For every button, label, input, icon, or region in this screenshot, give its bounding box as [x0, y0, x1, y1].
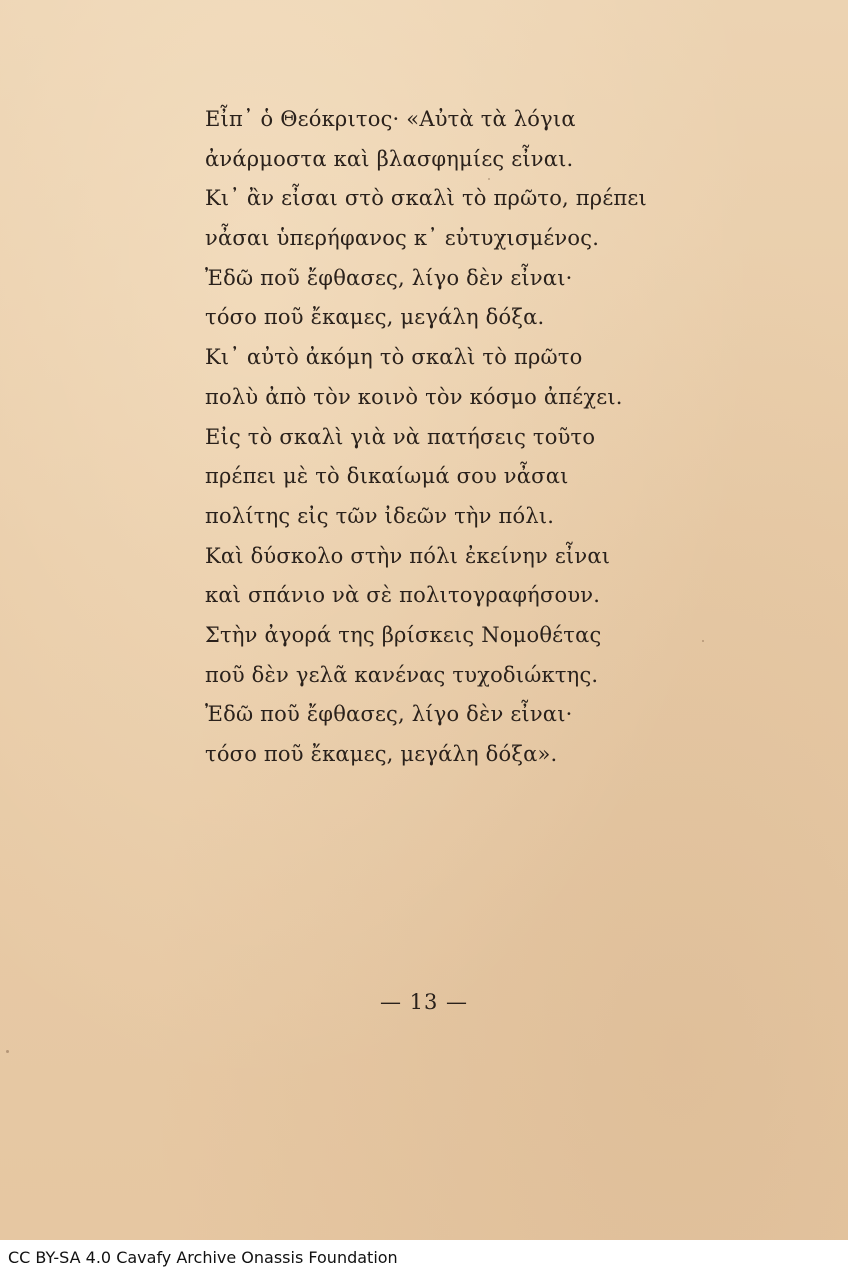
poem-line-4: νἆσαι ὑπερήφανος κ᾽ εὐτυχισμένος.: [205, 226, 600, 251]
poem-line-17: τόσο ποῦ ἔκαμες, μεγάλη δόξα».: [205, 742, 558, 766]
poem-line-14: Στὴν ἀγορά της βρίσκεις Νομοθέτας: [205, 622, 602, 647]
poem-line-15: ποῦ δὲν γελᾶ κανένας τυχοδιώκτης.: [205, 662, 599, 687]
paper-speck: [6, 1050, 9, 1053]
poem-line-6: τόσο ποῦ ἔκαμες, μεγάλη δόξα.: [205, 305, 545, 330]
poem-line-12: Καὶ δύσκολο στὴν πόλι ἐκείνην εἶναι: [205, 543, 611, 568]
paper-speck: [702, 640, 704, 642]
poem-line-8: πολὺ ἀπὸ τὸν κοινὸ τὸν κόσμο ἀπέχει.: [205, 384, 623, 409]
poem-line-9: Εἰς τὸ σκαλὶ γιὰ νὰ πατήσεις τοῦτο: [205, 424, 596, 449]
poem-line-16: Ἐδῶ ποῦ ἔφθασες, λίγο δὲν εἶναι·: [205, 702, 573, 727]
poem-line-10: πρέπει μὲ τὸ δικαίωμά σου νἆσαι: [205, 464, 569, 489]
poem-line-3: Κι᾽ ἂν εἶσαι στὸ σκαλὶ τὸ πρῶτο, πρέπει: [205, 186, 647, 211]
poem-text: [205, 100, 647, 775]
credit-text: CC BY-SA 4.0 Cavafy Archive Onassis Foundation: [8, 1248, 398, 1267]
poem-line-11: πολίτης εἰς τῶν ἰδεῶν τὴν πόλι.: [205, 503, 555, 528]
poem-line-7: Κι᾽ αὐτὸ ἀκόμη τὸ σκαλὶ τὸ πρῶτο: [205, 345, 583, 370]
paper-speck: [488, 178, 490, 180]
poem-line-13: καὶ σπάνιο νὰ σὲ πολιτογραφήσουν.: [205, 583, 601, 608]
poem-line-5: Ἐδῶ ποῦ ἔφθασες, λίγο δὲν εἶναι·: [205, 265, 573, 290]
poem-line-2: ἀνάρμοστα καὶ βλασφημίες εἶναι.: [205, 146, 574, 171]
page-number: — 13 —: [379, 990, 469, 1014]
poem-line-1: Εἶπ᾽ ὁ Θεόκριτος· «Αὐτὰ τὰ λόγια: [205, 107, 576, 131]
credit-bar: [0, 1240, 848, 1276]
